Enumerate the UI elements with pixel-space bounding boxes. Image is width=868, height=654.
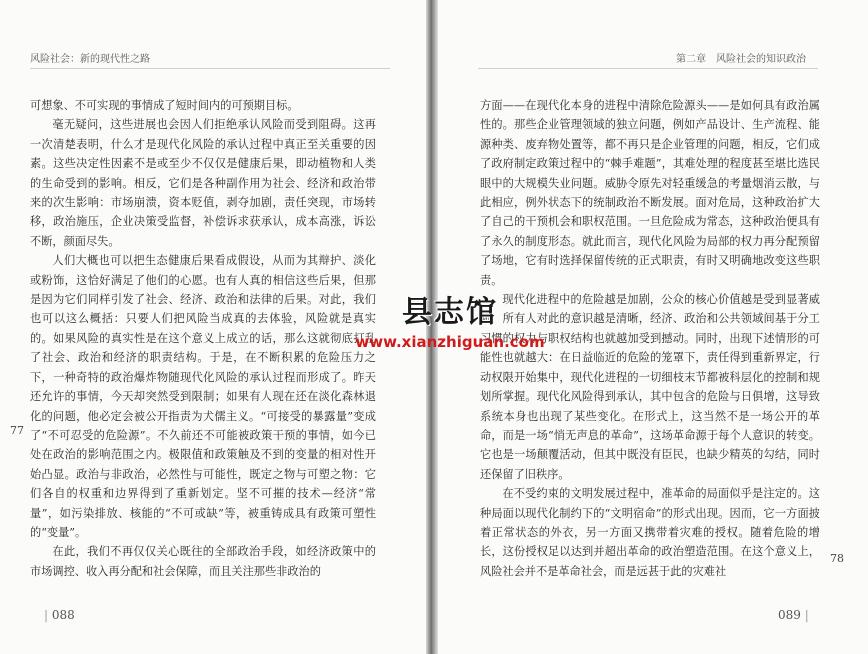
paragraph: 现代化进程中的危险越是加剧，公众的核心价值越是受到显著威胁，所有人对此的意识越是清晰，经济、政治和公共领域间基于分工习惯的权力与职权结构也就越加受到撼动。同时，出现下述情形的可能性也就越大：在日益临近的危险的笼罩下，责任得到重新界定，行动权限开始集中，现代化进程的一切细枝末节都被科层化的控制和规划所掌握。现代化风险得到承认，其中包含的危险与日俱增，这导致系统本身也出现了某些变化。在形式上，这当然不是一场公开的革命，而是一场“悄无声息的革命”，这场革命源于每个人意识的转变。它也是一场颠覆活动，但其中既没有臣民，也缺少精英的勾结，同时还保留了旧秩序。 [480,293,820,481]
margin-page-number-right: 78 [830,552,844,565]
running-head-left: 风险社会：新的现代性之路 [30,54,150,65]
header-rule-right [478,68,818,69]
right-page-body [480,96,820,581]
watermark-title: 县志馆 [402,295,498,330]
folio-number-right: 089 [778,608,801,622]
paragraph: 毫无疑问，这些进展也会因人们拒绝承认风险而受到阻碍。这再一次清楚表明，什么才是现代化风险的承认过程中真正至关重要的因素。这些决定性因素不是或至少不仅仅是健康后果，即动植物和人类的生命受到的影响。相反，它们是各种副作用为社会、经济和政治带来的次生影响：市场崩溃，资本贬值，剥夺加剧，责任突现，市场转移，政治施压，企业决策受监督，补偿诉求获承认，成本高涨，诉讼不断，颜面尽失。 [30,118,376,248]
folio-bar: | [800,608,809,622]
folio-number-left: 088 [51,608,75,622]
left-page-body [30,96,376,581]
paragraph-continuation: 可想象、不可实现的事情成了短时间内的可预期目标。 [30,99,299,112]
folio-right [778,608,809,622]
margin-page-number-left: 77 [10,424,24,437]
folio-bar: | [44,608,52,622]
paragraph: 在此，我们不再仅仅关心既往的全部政治手段，如经济政策中的市场调控、收入再分配和社会保障，而且关注那些非政治的 [30,545,376,578]
paragraph: 在不受约束的文明发展过程中，准革命的局面似乎是注定的。这种局面以现代化制约下的“文明宿命”的形式出现。因而，它一方面披着正常状态的外衣，另一方面又携带着灾难的授权。随着危险的增长，这份授权足以达到并超出革命的政治塑造范围。在这个意义上，风险社会并不是革命社会，而是远甚于此的灾难社 [480,487,820,578]
running-head-right: 第二章 风险社会的知识政治 [676,54,806,65]
paragraph: 人们大概也可以把生态健康后果看成假设，从而为其辩护、淡化或粉饰，这恰好满足了他们的心愿。也有人真的相信这些后果，但那是因为它们同样引发了社会、经济、政治和法律的后果。对此，我们也可以这么概括：只要人们把风险当成真的去体验，风险就是真实的。如果风险的真实性是在这个意义上成立的话，那么这就彻底打乱了社会、政治和经济的职责结构。于是，在不断积累的危险压力之下，一种奇特的政治爆炸物随现代化风险的承认过程而形成了。昨天还允许的事情，今天却突然受到限制；如果有人现在还在淡化森林退化的问题，他必定会被公开指责为犬儒主义。“可接受的暴露量”变成了“不可忍受的危险源”。不久前还不可能被政策干预的事情，如今已处在政治的影响范围之内。极限值和政策触及不到的变量的相对性开始凸显。政治与非政治，必然性与可能性，既定之物与可塑之物：它们各自的权重和边界得到了重新划定。坚不可摧的技术—经济“常量”，如污染排放、核能的“不可或缺”等，被重铸成具有政策可塑性的“变量”。 [30,254,376,539]
header-rule-left [30,68,390,69]
folio-left [44,608,75,622]
right-page [438,0,868,654]
book-gutter [426,0,438,654]
left-page [0,0,426,654]
watermark-url: www.xianzhiguan.com [355,333,545,351]
paragraph-continuation: 方面——在现代化本身的进程中清除危险源头——是如何具有政治属性的。那些企业管理领域的独立问题，例如产品设计、生产流程、能源种类、废弃物处置等，都不再只是企业管理的问题，相反，它们成了政府制定政策过程中的“棘手难题”，其难处理的程度甚至堪比选民眼中的大规模失业问题。威胁令原先对轻重缓急的考量烟消云散，与此相应，例外状态下的统制政治不断发展。面对危局，这种政治扩大了自己的干预机会和职权范围。一旦危险成为常态，这种政治便具有了永久的制度形态。就此而言，现代化风险为局部的权力再分配预留了场地，它有时选择保留传统的正式职责，有时又明确地改变这些职责。 [480,99,820,287]
